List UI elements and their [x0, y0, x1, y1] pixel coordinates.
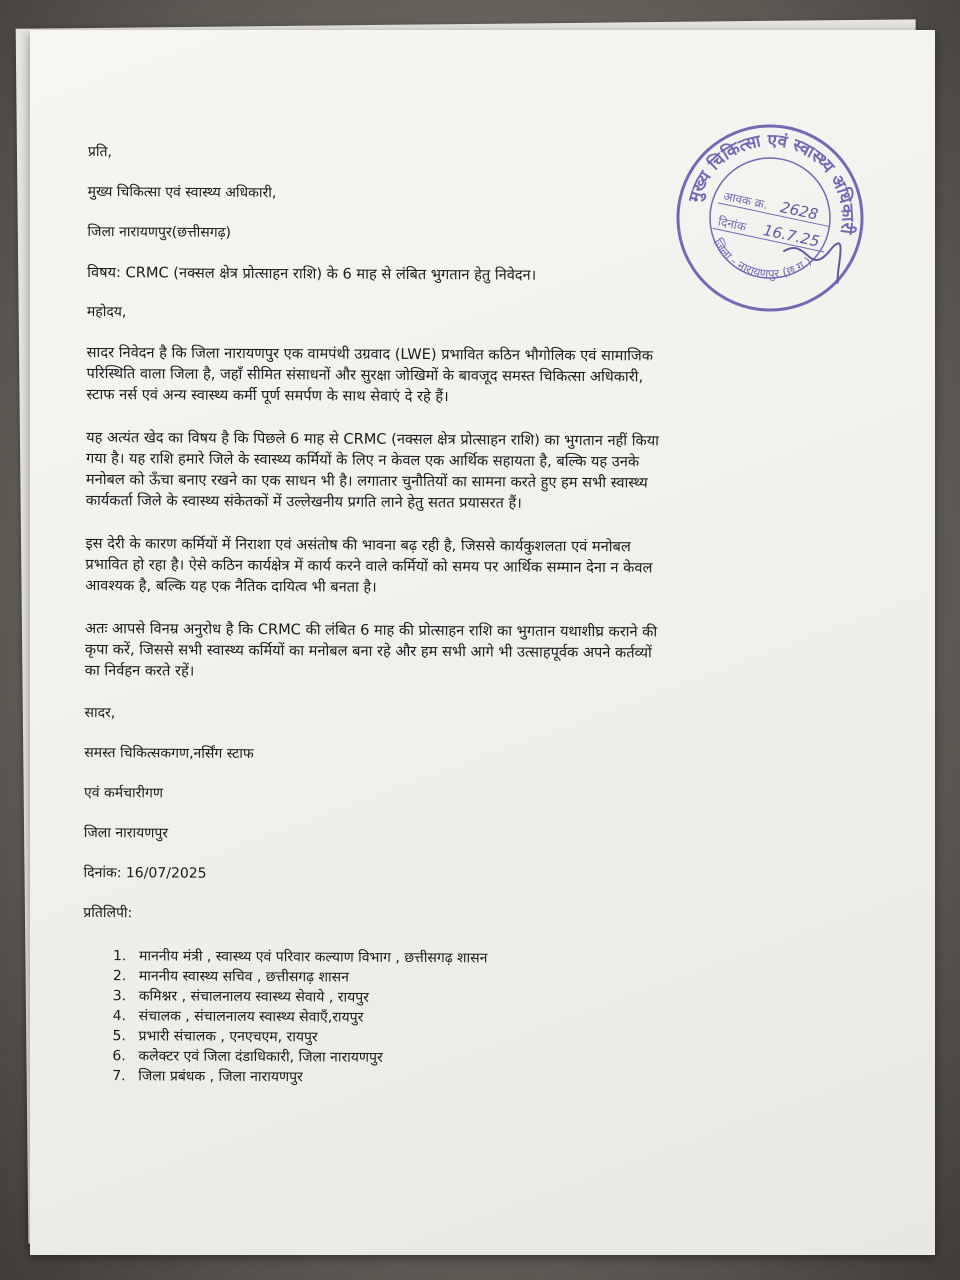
paragraph-line: प्रभावित हो रहा है। ऐसे कठिन कार्यक्षेत्र में कार्य करने वाले कर्मियों को समय पर आर्थिक सम्मान देना न केवल	[85, 555, 653, 577]
stamp-inward-value: 2628	[778, 198, 820, 224]
paragraph-line: सादर निवेदन है कि जिला नारायणपुर एक वामपंथी उग्रवाद (LWE) प्रभावित कठिन भौगोलिक एवं सामाजिक	[86, 343, 654, 365]
cc-item-text: कलेक्टर एवं जिला दंडाधिकारी, जिला नारायणपुर	[138, 1048, 383, 1066]
letter-body	[82, 142, 778, 1090]
subject-line: विषय: CRMC (नक्सल क्षेत्र प्रोत्साहन राशि) के 6 माह से लंबित भुगतान हेतु निवेदन।	[87, 263, 537, 284]
cc-item-number: 1.	[112, 948, 127, 965]
paragraph-2	[86, 427, 777, 515]
sender-line-3: जिला नारायणपुर	[83, 824, 169, 842]
paragraph-line: मनोबल को ऊँचा बनाए रखने का एक साधन भी है। लगातार चुनौतियों का सामना करते हुए हम सभी स्वास्थ्य	[85, 470, 648, 492]
cc-item-number: 6.	[112, 1048, 126, 1065]
paragraph-1	[86, 342, 776, 409]
paragraph-line: कृपा करें, जिससे सभी स्वास्थ्य कर्मियों का मनोबल बना रहे और हम सभी आगे भी उत्साहपूर्वक अपने कर्तव्यों	[84, 640, 652, 662]
cc-item-text: माननीय स्वास्थ्य सचिव , छत्तीसगढ़ शासन	[138, 968, 349, 986]
paragraph-line: कार्यकर्ता जिले के स्वास्थ्य संकेतकों में उल्लेखनीय प्रगति लाने हेतु सतत प्रयासरत हैं।	[85, 491, 522, 512]
paragraph-3	[85, 533, 775, 600]
stamp-bottom-text: जिला - नारायणपुर (छ.ग.)	[710, 236, 815, 281]
closing: सादर,	[84, 704, 116, 722]
paragraph-line: अतः आपसे विनम्र अनुरोध है कि CRMC की लंबित 6 माह की प्रोत्साहन राशि का भुगतान यथाशीघ्र कराने की	[84, 619, 658, 641]
stamp-date-label: दिनांक	[716, 214, 748, 235]
cc-item-text: संचालक , संचालनालय स्वास्थ्य सेवाएँ,रायपुर	[138, 1008, 364, 1026]
paragraph-line: आवश्यक है, बल्कि यह एक नैतिक दायित्व भी बनता है।	[85, 576, 377, 596]
cc-item-number: 2.	[112, 968, 127, 985]
paragraph-line: स्टाफ नर्स एवं अन्य स्वास्थ्य कर्मी पूर्ण समर्पण के साथ सेवाएं दे रहे हैं।	[86, 385, 449, 406]
cc-item-number: 5.	[112, 1028, 126, 1045]
cc-item-text: कमिश्नर , संचालनालय स्वास्थ्य सेवाये , रायपुर	[138, 988, 369, 1006]
cc-item-number: 3.	[112, 988, 127, 1005]
paragraph-line: गया है। यह राशि हमारे जिले के स्वास्थ्य कर्मियों के लिए न केवल एक आर्थिक सहायता है, बल्कि यह उनके	[86, 449, 640, 471]
sender-line-2: एवं कर्मचारीगण	[83, 784, 164, 802]
greeting: महोदय,	[86, 303, 127, 321]
cc-item-number: 4.	[112, 1008, 127, 1025]
sender-line-1: समस्त चिकित्सकगण,नर्सिंग स्टाफ	[84, 744, 254, 763]
stamp-date-value: 16.7.25	[761, 221, 822, 251]
cc-heading: प्रतिलिपी:	[83, 904, 133, 922]
cc-item-text: प्रभारी संचालक , एनएचएम, रायपुर	[138, 1028, 318, 1046]
cc-item-text: जिला प्रबंधक , जिला नारायणपुर	[138, 1068, 303, 1086]
stamp-inward-label: आवक क्र.	[722, 189, 770, 213]
recipient-title: मुख्य चिकित्सा एवं स्वास्थ्य अधिकारी,	[87, 183, 277, 202]
to-line: प्रति,	[87, 143, 113, 161]
cc-item-number: 7.	[112, 1068, 126, 1085]
cc-item	[112, 1066, 772, 1090]
paragraph-line: परिस्थिति वाला जिला है, जहाँ सीमित संसाधनों और सुरक्षा जोखिमों के बावजूद समस्त चिकित्सा अधिकारी,	[86, 364, 644, 386]
cc-item-text: माननीय मंत्री , स्वास्थ्य एवं परिवार कल्याण विभाग , छत्तीसगढ़ शासन	[138, 948, 488, 967]
paragraph-line: का निर्वहन करते रहें।	[84, 661, 195, 680]
stamp-ring-text: मुख्य चिकित्सा एवं स्वास्थ्य अधिकारी	[684, 130, 858, 236]
paragraph-line: इस देरी के कारण कर्मियों में निराशा एवं असंतोष की भावना बढ़ रही है, जिससे कार्यकुशलता एवं मनोबल	[85, 534, 631, 556]
paragraph-4	[85, 618, 775, 685]
cc-list	[112, 946, 773, 1090]
recipient-place: जिला नारायणपुर(छत्तीसगढ़)	[87, 223, 232, 241]
paragraph-line: यह अत्यंत खेद का विषय है कि पिछले 6 माह से CRMC (नक्सल क्षेत्र प्रोत्साहन राशि) का भुगतान नहीं किया	[86, 428, 660, 450]
date-line: दिनांक: 16/07/2025	[83, 864, 207, 882]
